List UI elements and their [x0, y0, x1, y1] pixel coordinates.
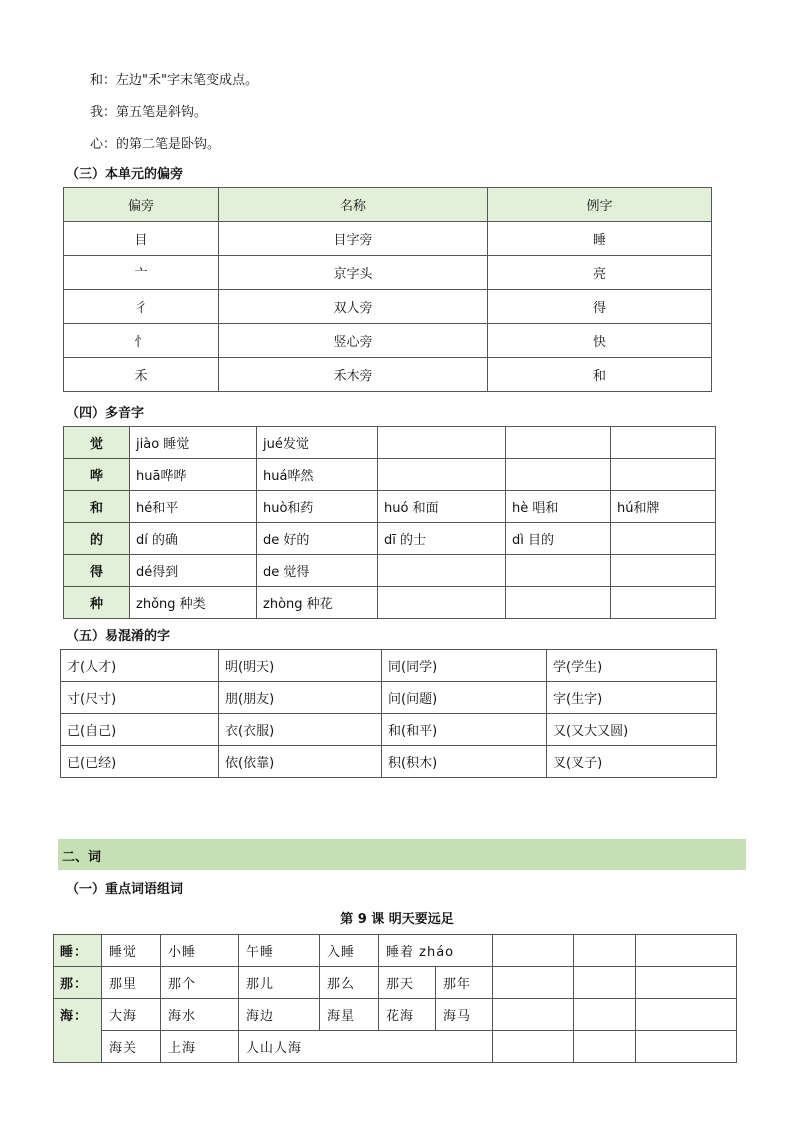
part-title: 二、词	[62, 850, 102, 865]
table-cell	[611, 427, 716, 459]
table-cell: 目字旁	[219, 222, 488, 256]
table-cell: 入睡	[320, 935, 379, 967]
table-cell: 午睡	[239, 935, 320, 967]
table-cell	[636, 935, 737, 967]
table-cell: 忄	[64, 324, 219, 358]
table-cell: de 觉得	[257, 555, 378, 587]
table-cell: 那么	[320, 967, 379, 999]
table-cell: 亠	[64, 256, 219, 290]
table-cell: 花海	[379, 999, 436, 1031]
table-cell: jué发觉	[257, 427, 378, 459]
table-row	[61, 714, 717, 746]
table-row	[54, 999, 737, 1031]
table-cell	[493, 935, 574, 967]
table-cell: 才(人才)	[61, 650, 219, 682]
table-cell	[611, 587, 716, 619]
table-cell	[574, 935, 636, 967]
note-line: 我：第五笔是斜钩。	[90, 105, 208, 120]
table-cell: 竖心旁	[219, 324, 488, 358]
table-cell: 禾木旁	[219, 358, 488, 392]
table-row	[64, 427, 716, 459]
key-char: 海：	[54, 999, 102, 1063]
table-cell: 字(生字)	[547, 682, 717, 714]
note-line: 心：的第二笔是卧钩。	[90, 137, 221, 152]
table-cell: 那儿	[239, 967, 320, 999]
word-table	[53, 934, 737, 1063]
table-cell: huá哗然	[257, 459, 378, 491]
table-cell: hè 唱和	[506, 491, 611, 523]
table-cell: 睡着 zháo	[379, 935, 493, 967]
table-cell: 叉(叉子)	[547, 746, 717, 778]
key-char: 和	[64, 491, 130, 523]
table-cell: 京字头	[219, 256, 488, 290]
table-cell	[493, 1031, 574, 1063]
table-cell: 已(已经)	[61, 746, 219, 778]
table-cell: 彳	[64, 290, 219, 324]
table-cell	[574, 1031, 636, 1063]
table-cell	[493, 999, 574, 1031]
table-cell	[378, 459, 506, 491]
table-cell: 睡觉	[102, 935, 161, 967]
key-char: 那：	[54, 967, 102, 999]
table-cell	[636, 1031, 737, 1063]
table-row	[64, 256, 712, 290]
column-header: 名称	[219, 188, 488, 222]
table-cell	[506, 459, 611, 491]
table-cell: 目	[64, 222, 219, 256]
key-char: 得	[64, 555, 130, 587]
table-cell: 又(又大又圆)	[547, 714, 717, 746]
table-cell: 禾	[64, 358, 219, 392]
table-cell: 朋(朋友)	[219, 682, 382, 714]
table-cell: 快	[488, 324, 712, 358]
table-cell: 那个	[161, 967, 239, 999]
table-row	[64, 555, 716, 587]
column-header: 例字	[488, 188, 712, 222]
table-cell	[611, 555, 716, 587]
table-row	[64, 459, 716, 491]
table-cell: 学(学生)	[547, 650, 717, 682]
table-cell	[506, 555, 611, 587]
table-cell: 依(依靠)	[219, 746, 382, 778]
table-cell: huó 和面	[378, 491, 506, 523]
table-cell: dé得到	[130, 555, 257, 587]
table-cell: 大海	[102, 999, 161, 1031]
part-banner	[58, 839, 746, 870]
table-cell: 亮	[488, 256, 712, 290]
table-row	[64, 523, 716, 555]
table-cell	[506, 587, 611, 619]
section-heading: （一）重点词语组词	[66, 882, 184, 897]
table-cell: 小睡	[161, 935, 239, 967]
table-cell: 双人旁	[219, 290, 488, 324]
column-header: 偏旁	[64, 188, 219, 222]
table-cell: zhòng 种花	[257, 587, 378, 619]
table-cell	[636, 999, 737, 1031]
table-cell: 那天	[379, 967, 436, 999]
section-heading: （三）本单元的偏旁	[66, 167, 184, 182]
key-char: 哗	[64, 459, 130, 491]
key-char: 的	[64, 523, 130, 555]
table-cell	[493, 967, 574, 999]
table-cell: 寸(尺寸)	[61, 682, 219, 714]
table-cell: dì 目的	[506, 523, 611, 555]
table-row	[64, 358, 712, 392]
table-cell	[378, 427, 506, 459]
table-row	[64, 587, 716, 619]
table-cell	[611, 459, 716, 491]
table-cell: 海星	[320, 999, 379, 1031]
table-cell: dí 的确	[130, 523, 257, 555]
table-cell: 衣(衣服)	[219, 714, 382, 746]
table-cell	[574, 999, 636, 1031]
table-cell: 和(和平)	[382, 714, 547, 746]
radicals-table	[63, 187, 712, 392]
table-row	[64, 491, 716, 523]
note-line: 和：左边"禾"字末笔变成点。	[90, 73, 258, 88]
key-char: 觉	[64, 427, 130, 459]
key-char: 种	[64, 587, 130, 619]
polyphone-table	[63, 426, 716, 619]
table-cell: jiào 睡觉	[130, 427, 257, 459]
table-row	[54, 967, 737, 999]
table-cell	[506, 427, 611, 459]
table-row	[64, 324, 712, 358]
table-cell: 那里	[102, 967, 161, 999]
table-cell: 明(明天)	[219, 650, 382, 682]
table-cell: 海水	[161, 999, 239, 1031]
table-cell: hú和牌	[611, 491, 716, 523]
table-cell: 人山人海	[239, 1031, 493, 1063]
section-heading: （四）多音字	[66, 406, 145, 421]
table-row	[61, 746, 717, 778]
section-heading: （五）易混淆的字	[66, 629, 171, 644]
table-cell: 海马	[436, 999, 493, 1031]
table-cell	[378, 555, 506, 587]
table-cell: 积(积木)	[382, 746, 547, 778]
table-cell	[636, 967, 737, 999]
table-cell: hé和平	[130, 491, 257, 523]
table-cell: 和	[488, 358, 712, 392]
table-row	[61, 650, 717, 682]
table-cell: dī 的士	[378, 523, 506, 555]
table-cell	[378, 587, 506, 619]
table-cell: 那年	[436, 967, 493, 999]
table-row	[61, 682, 717, 714]
table-row	[64, 222, 712, 256]
table-cell: 己(自己)	[61, 714, 219, 746]
table-cell: 睡	[488, 222, 712, 256]
table-cell: 同(同学)	[382, 650, 547, 682]
table-cell: 海关	[102, 1031, 161, 1063]
table-cell: 得	[488, 290, 712, 324]
key-char: 睡：	[54, 935, 102, 967]
confusable-chars-table	[60, 649, 717, 778]
table-cell: de 好的	[257, 523, 378, 555]
table-cell: zhǒng 种类	[130, 587, 257, 619]
table-cell: huā哗哗	[130, 459, 257, 491]
table-row	[64, 290, 712, 324]
lesson-title: 第 9 课 明天要远足	[340, 912, 454, 927]
table-row	[54, 935, 737, 967]
table-cell: 海边	[239, 999, 320, 1031]
table-cell	[574, 967, 636, 999]
table-cell: huò和药	[257, 491, 378, 523]
table-row	[54, 1031, 737, 1063]
table-cell: 上海	[161, 1031, 239, 1063]
table-cell: 问(问题)	[382, 682, 547, 714]
table-cell	[611, 523, 716, 555]
